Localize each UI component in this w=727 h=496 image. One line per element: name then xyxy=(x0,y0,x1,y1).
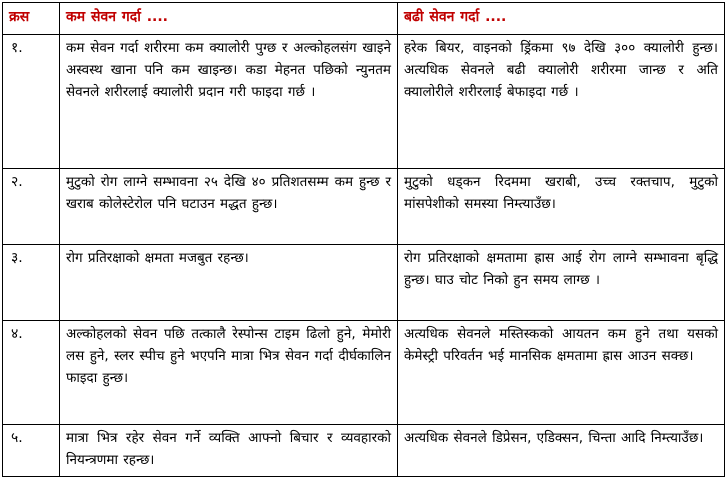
row-low-intake: अल्कोहलको सेवन पछि तत्कालै रेस्पोन्स टाइम ढिलो हुने, मेमोरी लस हुने, स्लर स्पीच हुने भएपनि मात्रा भित्र सेवन गर्दा दीर्घकालिन फाइदा हुन्छ। xyxy=(60,321,398,425)
table-row xyxy=(3,35,725,169)
row-high-intake: अत्यधिक सेवनले डिप्रेसन, एडिक्सन, चिन्ता आदि निम्त्याउँछ। xyxy=(398,425,725,477)
row-serial: २. xyxy=(3,169,60,245)
table-row xyxy=(3,169,725,245)
table-row xyxy=(3,425,725,477)
comparison-table xyxy=(2,2,725,477)
table-row xyxy=(3,321,725,425)
header-serial: क्रस xyxy=(3,3,60,35)
row-high-intake: रोग प्रतिरक्षाको क्षमतामा ह्रास आई रोग लाग्ने सम्भावना बृद्धि हुन्छ। घाउ चोट निको हुन समय लाग्छ । xyxy=(398,245,725,321)
row-serial: १. xyxy=(3,35,60,169)
row-high-intake: अत्यधिक सेवनले मस्तिस्कको आयतन कम हुने तथा यसको केमेस्ट्री परिवर्तन भई मानसिक क्षमतामा ह्रास आउन सक्छ। xyxy=(398,321,725,425)
header-high-intake: बढी सेवन गर्दा .... xyxy=(398,3,725,35)
row-low-intake: मात्रा भित्र रहेर सेवन गर्ने व्यक्ति आफ्नो बिचार र व्यवहारको नियन्त्रणमा रहन्छ। xyxy=(60,425,398,477)
row-serial: ४. xyxy=(3,321,60,425)
row-serial: ५. xyxy=(3,425,60,477)
header-row xyxy=(3,3,725,35)
row-high-intake: मुटुको धड्कन रिदममा खराबी, उच्च रक्तचाप, मुटुको मांसपेशीको समस्या निम्त्याउँछ। xyxy=(398,169,725,245)
row-low-intake: कम सेवन गर्दा शरीरमा कम क्यालोरी पुग्छ र अल्कोहलसंग खाइने अस्वस्थ खाना पनि कम खाइन्छ। कडा मेहनत पछिको न्युनतम सेवनले शरीरलाई क्यालोरी प्रदान गरी फाइदा गर्छ । xyxy=(60,35,398,169)
row-high-intake: हरेक बियर, वाइनको ड्रिंकमा ९७ देखि ३०० क्यालोरी हुन्छ। अत्यधिक सेवनले बढी क्यालोरी शरीरमा जान्छ र अति क्यालोरीले शरीरलाई बेफाइदा गर्छ । xyxy=(398,35,725,169)
row-serial: ३. xyxy=(3,245,60,321)
header-low-intake: कम सेवन गर्दा .... xyxy=(60,3,398,35)
row-low-intake: रोग प्रतिरक्षाको क्षमता मजबुत रहन्छ। xyxy=(60,245,398,321)
table-row xyxy=(3,245,725,321)
row-low-intake: मुटुको रोग लाग्ने सम्भावना २५ देखि ४० प्रतिशतसम्म कम हुन्छ र खराब कोलेस्टेरोल पनि घटाउन मद्धत हुन्छ। xyxy=(60,169,398,245)
comparison-table-container xyxy=(2,2,724,477)
